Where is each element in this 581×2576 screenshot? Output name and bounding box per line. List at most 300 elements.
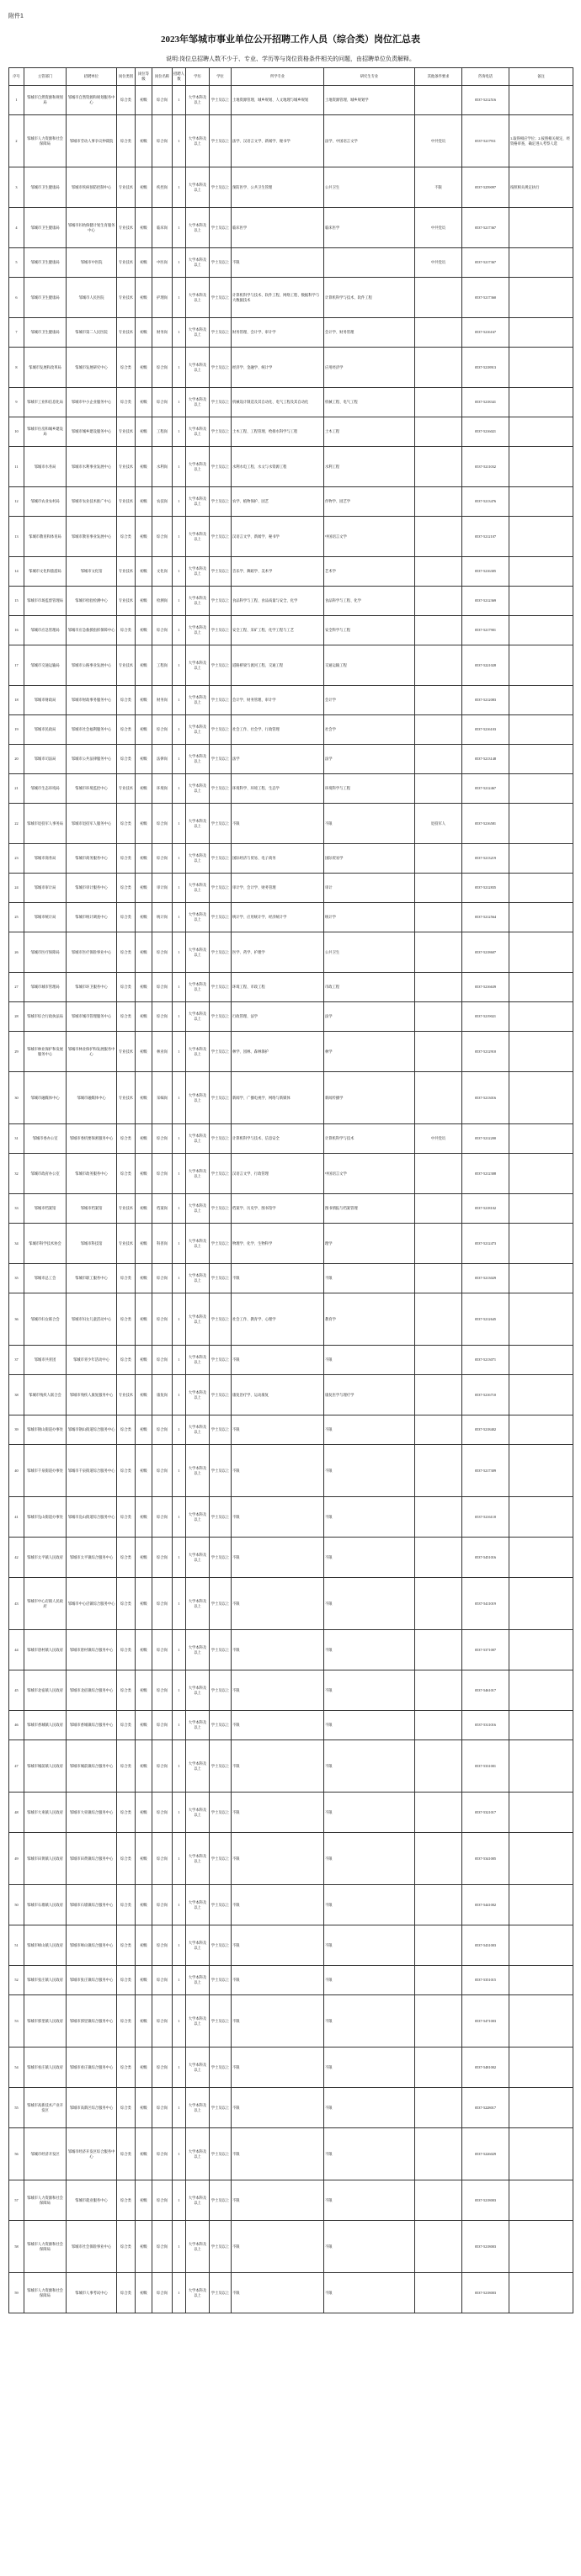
cell-edu: 大学本科及以上 <box>186 2221 210 2273</box>
cell-degree: 学士及以上 <box>210 2128 232 2180</box>
cell-grad: 不限 <box>324 1415 415 1445</box>
cell-major: 不限 <box>232 1264 324 1293</box>
cell-other <box>415 874 462 903</box>
cell-degree: 学士及以上 <box>210 1538 232 1578</box>
cell-grad: 应用经济学 <box>324 348 415 388</box>
cell-count: 1 <box>173 1224 186 1264</box>
cell-major: 农学、植物保护、园艺 <box>232 487 324 517</box>
table-row <box>9 348 573 388</box>
cell-no: 28 <box>9 1002 24 1032</box>
table-row <box>9 248 573 278</box>
cell-phone: 0537-5212369 <box>462 587 509 616</box>
cell-edu: 大学本科及以上 <box>186 616 210 645</box>
cell-degree: 学士及以上 <box>210 1966 232 1995</box>
cell-degree: 学士及以上 <box>210 278 232 318</box>
cell-name: 综合岗 <box>152 1415 173 1445</box>
table-row <box>9 1264 573 1293</box>
cell-count: 1 <box>173 1124 186 1154</box>
cell-level: 初级 <box>136 1966 152 1995</box>
cell-edu: 大学本科及以上 <box>186 1670 210 1711</box>
cell-level: 初级 <box>136 903 152 932</box>
cell-remark <box>509 388 573 417</box>
cell-degree: 学士及以上 <box>210 1415 232 1445</box>
cell-count: 1 <box>173 447 186 487</box>
cell-major: 不限 <box>232 2088 324 2128</box>
cell-degree: 学士及以上 <box>210 447 232 487</box>
cell-no: 30 <box>9 1072 24 1124</box>
cell-dept: 邹城市科学技术协会 <box>24 1224 67 1264</box>
cell-remark <box>509 487 573 517</box>
cell-dept: 邹城市峄山镇人民政府 <box>24 1925 67 1966</box>
cell-phone: 0537-5226029 <box>462 2128 509 2180</box>
cell-type: 综合类 <box>117 2180 136 2221</box>
cell-level: 初级 <box>136 874 152 903</box>
cell-edu: 大学本科及以上 <box>186 167 210 208</box>
header-count: 招聘人数 <box>173 68 186 86</box>
cell-grad: 不限 <box>324 1497 415 1538</box>
cell-unit: 邹城市中小企业服务中心 <box>67 388 117 417</box>
cell-count: 1 <box>173 2128 186 2180</box>
cell-type: 综合类 <box>117 1833 136 1885</box>
cell-edu: 大学本科及以上 <box>186 388 210 417</box>
cell-no: 57 <box>9 2180 24 2221</box>
cell-edu: 大学本科及以上 <box>186 587 210 616</box>
cell-no: 46 <box>9 1711 24 1740</box>
table-row <box>9 2221 573 2273</box>
cell-phone: 0537-5321017 <box>462 1793 509 1833</box>
cell-dept: 邹城市卫生健康局 <box>24 318 67 348</box>
cell-other <box>415 1711 462 1740</box>
cell-phone: 0537-5351015 <box>462 1966 509 1995</box>
cell-unit: 邹城市科技馆 <box>67 1224 117 1264</box>
cell-unit: 邹城市公共法律服务中心 <box>67 745 117 774</box>
cell-no: 32 <box>9 1154 24 1194</box>
cell-phone: 0537-5217367 <box>462 208 509 248</box>
cell-degree: 学士及以上 <box>210 1124 232 1154</box>
cell-phone: 0537-5213219 <box>462 844 509 874</box>
cell-major: 食品科学与工程、食品质量与安全、化学 <box>232 587 324 616</box>
cell-phone: 0537-5216305 <box>462 557 509 587</box>
cell-count: 1 <box>173 167 186 208</box>
cell-count: 1 <box>173 517 186 557</box>
cell-grad: 不限 <box>324 1793 415 1833</box>
table-row <box>9 1711 573 1740</box>
cell-count: 1 <box>173 1194 186 1224</box>
table-row <box>9 1293 573 1346</box>
cell-dept: 邹城市市场监督管理局 <box>24 587 67 616</box>
cell-phone: 0537-5311016 <box>462 1711 509 1740</box>
cell-other <box>415 932 462 973</box>
cell-major: 土地资源管理、城乡规划、人文地理与城乡规划 <box>232 86 324 115</box>
cell-unit: 邹城市审计服务中心 <box>67 874 117 903</box>
cell-unit: 邹城市中医院 <box>67 248 117 278</box>
cell-name: 综合岗 <box>152 1833 173 1885</box>
cell-dept: 邹城市经济开发区 <box>24 2128 67 2180</box>
cell-type: 综合类 <box>117 1445 136 1497</box>
cell-level: 初级 <box>136 1578 152 1630</box>
cell-no: 10 <box>9 417 24 447</box>
cell-other: 退役军人 <box>415 804 462 844</box>
cell-major: 土木工程、工程管理、给排水科学与工程 <box>232 417 324 447</box>
cell-level: 初级 <box>136 1124 152 1154</box>
cell-grad: 不限 <box>324 1885 415 1925</box>
cell-type: 综合类 <box>117 1293 136 1346</box>
cell-type: 综合类 <box>117 348 136 388</box>
cell-degree: 学士及以上 <box>210 517 232 557</box>
cell-no: 14 <box>9 557 24 587</box>
cell-degree: 学士及以上 <box>210 1375 232 1415</box>
cell-phone: 0537-5213029 <box>462 1264 509 1293</box>
cell-major: 财务管理、会计学、审计学 <box>232 318 324 348</box>
cell-grad: 中国语言文学 <box>324 1154 415 1194</box>
cell-remark <box>509 1497 573 1538</box>
cell-dept: 邹城市卫生健康局 <box>24 278 67 318</box>
cell-major: 不限 <box>232 2180 324 2221</box>
cell-level: 初级 <box>136 2221 152 2273</box>
cell-level: 初级 <box>136 645 152 686</box>
table-row <box>9 1346 573 1375</box>
cell-major: 不限 <box>232 1415 324 1445</box>
cell-no: 48 <box>9 1793 24 1833</box>
cell-phone: 0537-5441002 <box>462 1885 509 1925</box>
cell-major: 不限 <box>232 1740 324 1793</box>
cell-type: 专业技术 <box>117 167 136 208</box>
cell-level: 初级 <box>136 1002 152 1032</box>
cell-level: 初级 <box>136 86 152 115</box>
cell-count: 1 <box>173 1966 186 1995</box>
cell-degree: 学士及以上 <box>210 844 232 874</box>
cell-level: 初级 <box>136 1072 152 1124</box>
cell-grad: 市政工程 <box>324 973 415 1002</box>
cell-count: 1 <box>173 1711 186 1740</box>
cell-name: 档案岗 <box>152 1194 173 1224</box>
cell-level: 初级 <box>136 1630 152 1670</box>
cell-no: 13 <box>9 517 24 557</box>
cell-edu: 大学本科及以上 <box>186 318 210 348</box>
cell-remark <box>509 2273 573 2313</box>
cell-name: 综合岗 <box>152 1925 173 1966</box>
cell-level: 初级 <box>136 1995 152 2048</box>
cell-type: 专业技术 <box>117 208 136 248</box>
cell-type: 专业技术 <box>117 587 136 616</box>
cell-grad: 艺术学 <box>324 557 415 587</box>
cell-phone: 0537-5213016 <box>462 1072 509 1124</box>
cell-major: 行政管理、法学 <box>232 1002 324 1032</box>
cell-name: 农技岗 <box>152 487 173 517</box>
cell-level: 初级 <box>136 2128 152 2180</box>
cell-grad: 土地资源管理、城乡规划学 <box>324 86 415 115</box>
cell-edu: 大学本科及以上 <box>186 557 210 587</box>
table-row <box>9 1194 573 1224</box>
cell-name: 综合岗 <box>152 1538 173 1578</box>
cell-degree: 学士及以上 <box>210 745 232 774</box>
cell-phone: 0537-5216710 <box>462 1375 509 1415</box>
cell-remark <box>509 417 573 447</box>
table-row <box>9 1072 573 1124</box>
cell-edu: 大学本科及以上 <box>186 1194 210 1224</box>
cell-remark <box>509 1032 573 1072</box>
cell-grad: 康复医学与理疗学 <box>324 1375 415 1415</box>
cell-unit: 邹城市疾病预防控制中心 <box>67 167 117 208</box>
cell-count: 1 <box>173 86 186 115</box>
attachment-label: 附件1 <box>8 13 24 19</box>
cell-degree: 学士及以上 <box>210 1293 232 1346</box>
cell-remark <box>509 1793 573 1833</box>
cell-unit: 邹城市劳动人事争议仲裁院 <box>67 115 117 167</box>
cell-grad: 计算机科学与技术、软件工程 <box>324 278 415 318</box>
cell-remark <box>509 348 573 388</box>
cell-count: 1 <box>173 1670 186 1711</box>
cell-phone: 0537-5471003 <box>462 1995 509 2048</box>
cell-unit: 邹城市大束镇综合服务中心 <box>67 1793 117 1833</box>
cell-dept: 邹城市综合行政执法局 <box>24 1002 67 1032</box>
cell-major: 计算机科学与技术、信息安全 <box>232 1124 324 1154</box>
cell-major: 国际经济与贸易、电子商务 <box>232 844 324 874</box>
cell-no: 55 <box>9 2088 24 2128</box>
cell-type: 综合类 <box>117 745 136 774</box>
cell-no: 18 <box>9 686 24 715</box>
cell-major: 档案学、历史学、图书馆学 <box>232 1194 324 1224</box>
cell-other <box>415 715 462 745</box>
cell-other <box>415 318 462 348</box>
cell-other <box>415 2128 462 2180</box>
cell-unit: 邹城市环卫服务中心 <box>67 973 117 1002</box>
cell-level: 初级 <box>136 348 152 388</box>
cell-name: 综合岗 <box>152 1002 173 1032</box>
cell-no: 35 <box>9 1264 24 1293</box>
cell-major: 不限 <box>232 1966 324 1995</box>
cell-major: 不限 <box>232 1995 324 2048</box>
cell-name: 综合岗 <box>152 1630 173 1670</box>
cell-phone: 0537-5218102 <box>462 1194 509 1224</box>
cell-other <box>415 1497 462 1538</box>
cell-unit: 邹城市检验检测中心 <box>67 587 117 616</box>
table-row <box>9 2180 573 2221</box>
cell-name: 综合岗 <box>152 1885 173 1925</box>
cell-no: 31 <box>9 1124 24 1154</box>
table-row <box>9 616 573 645</box>
cell-degree: 学士及以上 <box>210 557 232 587</box>
table-row <box>9 715 573 745</box>
cell-phone: 0537-5212200 <box>462 1124 509 1154</box>
cell-remark: 1.取得相应学位；2.按照相关规定，经资格审查，确定进入考察人选 <box>509 115 573 167</box>
cell-level: 初级 <box>136 973 152 1002</box>
cell-other <box>415 973 462 1002</box>
cell-unit: 邹城市公路事业发展中心 <box>67 645 117 686</box>
cell-grad: 中国语言文学 <box>324 517 415 557</box>
table-row <box>9 1032 573 1072</box>
cell-other <box>415 1346 462 1375</box>
cell-count: 1 <box>173 348 186 388</box>
cell-name: 财务岗 <box>152 318 173 348</box>
cell-unit: 邹城市千泉街道综合服务中心 <box>67 1445 117 1497</box>
cell-count: 1 <box>173 2180 186 2221</box>
cell-degree: 学士及以上 <box>210 715 232 745</box>
cell-dept: 邹城市卫生健康局 <box>24 167 67 208</box>
cell-no: 27 <box>9 973 24 1002</box>
cell-unit: 邹城市人事考试中心 <box>67 2273 117 2313</box>
table-row <box>9 278 573 318</box>
cell-unit: 邹城市社会福利服务中心 <box>67 715 117 745</box>
cell-other: 中共党员 <box>415 248 462 278</box>
cell-degree: 学士及以上 <box>210 874 232 903</box>
cell-no: 11 <box>9 447 24 487</box>
cell-edu: 大学本科及以上 <box>186 1995 210 2048</box>
cell-remark <box>509 447 573 487</box>
cell-unit: 邹城市石墙镇综合服务中心 <box>67 1885 117 1925</box>
cell-remark <box>509 587 573 616</box>
cell-no: 16 <box>9 616 24 645</box>
cell-other <box>415 2221 462 2273</box>
cell-dept: 邹城市工业和信息化局 <box>24 388 67 417</box>
cell-other <box>415 1264 462 1293</box>
cell-edu: 大学本科及以上 <box>186 2048 210 2088</box>
cell-other <box>415 1630 462 1670</box>
cell-major: 法学、汉语言文学、新闻学、秘书学 <box>232 115 324 167</box>
cell-level: 初级 <box>136 1793 152 1833</box>
cell-grad: 食品科学与工程、化学 <box>324 587 415 616</box>
cell-level: 初级 <box>136 388 152 417</box>
cell-count: 1 <box>173 1740 186 1793</box>
table-row <box>9 874 573 903</box>
cell-edu: 大学本科及以上 <box>186 348 210 388</box>
cell-degree: 学士及以上 <box>210 645 232 686</box>
cell-type: 综合类 <box>117 1154 136 1194</box>
cell-edu: 大学本科及以上 <box>186 932 210 973</box>
cell-degree: 学士及以上 <box>210 1224 232 1264</box>
table-row <box>9 517 573 557</box>
positions-table <box>8 67 573 2313</box>
cell-degree: 学士及以上 <box>210 1740 232 1793</box>
cell-grad: 审计 <box>324 874 415 903</box>
cell-type: 综合类 <box>117 616 136 645</box>
cell-edu: 大学本科及以上 <box>186 1293 210 1346</box>
cell-phone: 0537-5217360 <box>462 278 509 318</box>
header-name: 岗位名称 <box>152 68 173 86</box>
cell-level: 初级 <box>136 774 152 804</box>
cell-remark <box>509 248 573 278</box>
cell-major: 不限 <box>232 2048 324 2088</box>
cell-dept: 邹城市唐村镇人民政府 <box>24 1630 67 1670</box>
cell-grad: 理学 <box>324 1224 415 1264</box>
cell-phone: 0537-5218003 <box>462 2180 509 2221</box>
cell-no: 53 <box>9 1995 24 2048</box>
cell-unit: 邹城市经济开发区综合服务中心 <box>67 2128 117 2180</box>
cell-no: 26 <box>9 932 24 973</box>
cell-grad: 国际贸易学 <box>324 844 415 874</box>
cell-count: 1 <box>173 318 186 348</box>
cell-phone: 0537-5212308 <box>462 1154 509 1194</box>
cell-name: 综合岗 <box>152 2088 173 2128</box>
cell-degree: 学士及以上 <box>210 1497 232 1538</box>
table-row <box>9 1885 573 1925</box>
cell-grad: 不限 <box>324 2273 415 2313</box>
cell-degree: 学士及以上 <box>210 1194 232 1224</box>
cell-edu: 大学本科及以上 <box>186 844 210 874</box>
cell-name: 综合岗 <box>152 932 173 973</box>
cell-edu: 大学本科及以上 <box>186 774 210 804</box>
table-row <box>9 1375 573 1415</box>
cell-edu: 大学本科及以上 <box>186 2180 210 2221</box>
cell-other <box>415 447 462 487</box>
cell-count: 1 <box>173 278 186 318</box>
cell-major: 音乐学、舞蹈学、美术学 <box>232 557 324 587</box>
cell-level: 初级 <box>136 248 152 278</box>
cell-phone: 0537-5212083 <box>462 686 509 715</box>
cell-dept: 邹城市城市管理局 <box>24 973 67 1002</box>
cell-level: 初级 <box>136 417 152 447</box>
cell-name: 综合岗 <box>152 1740 173 1793</box>
cell-degree: 学士及以上 <box>210 1885 232 1925</box>
table-row <box>9 86 573 115</box>
cell-other: 中共党员 <box>415 115 462 167</box>
cell-unit: 邹城市太平镇综合服务中心 <box>67 1538 117 1578</box>
cell-phone: 0537-5212107 <box>462 517 509 557</box>
cell-edu: 大学本科及以上 <box>186 1154 210 1194</box>
cell-level: 初级 <box>136 1670 152 1711</box>
cell-level: 初级 <box>136 167 152 208</box>
cell-no: 8 <box>9 348 24 388</box>
table-body <box>9 86 573 2313</box>
cell-phone: 0537-5217309 <box>462 1445 509 1497</box>
cell-remark <box>509 715 573 745</box>
cell-edu: 大学本科及以上 <box>186 208 210 248</box>
cell-remark <box>509 1002 573 1032</box>
cell-level: 初级 <box>136 1032 152 1072</box>
cell-edu: 大学本科及以上 <box>186 903 210 932</box>
cell-degree: 学士及以上 <box>210 1630 232 1670</box>
cell-grad: 法学 <box>324 745 415 774</box>
cell-major: 计算机科学与技术、软件工程、网络工程、数据科学与大数据技术 <box>232 278 324 318</box>
cell-dept: 邹城市发展和改革局 <box>24 348 67 388</box>
cell-major: 水利水电工程、水文与水资源工程 <box>232 447 324 487</box>
cell-remark <box>509 645 573 686</box>
cell-count: 1 <box>173 2221 186 2273</box>
cell-major: 临床医学 <box>232 208 324 248</box>
page-title: 2023年邹城市事业单位公开招聘工作人员（综合类）岗位汇总表 <box>161 35 420 45</box>
cell-count: 1 <box>173 2048 186 2088</box>
cell-grad: 会计学 <box>324 686 415 715</box>
cell-unit: 邹城市退役军人服务中心 <box>67 804 117 844</box>
table-row <box>9 487 573 517</box>
cell-count: 1 <box>173 2273 186 2313</box>
cell-dept: 邹城市郭里镇人民政府 <box>24 1995 67 2048</box>
cell-name: 财务岗 <box>152 686 173 715</box>
cell-type: 综合类 <box>117 973 136 1002</box>
cell-name: 综合岗 <box>152 973 173 1002</box>
cell-name: 临床岗 <box>152 208 173 248</box>
cell-remark <box>509 2048 573 2088</box>
table-row <box>9 903 573 932</box>
cell-name: 护理岗 <box>152 278 173 318</box>
cell-unit: 邹城市档案馆 <box>67 1194 117 1224</box>
cell-level: 初级 <box>136 2088 152 2128</box>
cell-dept: 邹城市人力资源和社会保障局 <box>24 115 67 167</box>
cell-phone: 0537-5217901 <box>462 616 509 645</box>
cell-major: 不限 <box>232 1711 324 1740</box>
cell-grad: 计算机科学与技术 <box>324 1124 415 1154</box>
cell-other <box>415 278 462 318</box>
cell-no: 42 <box>9 1538 24 1578</box>
cell-level: 初级 <box>136 1346 152 1375</box>
cell-dept: 邹城市退役军人事务局 <box>24 804 67 844</box>
cell-level: 初级 <box>136 208 152 248</box>
cell-degree: 学士及以上 <box>210 587 232 616</box>
cell-degree: 学士及以上 <box>210 2221 232 2273</box>
cell-level: 初级 <box>136 2273 152 2313</box>
cell-other <box>415 1194 462 1224</box>
cell-phone: 0537-5218402 <box>462 1415 509 1445</box>
